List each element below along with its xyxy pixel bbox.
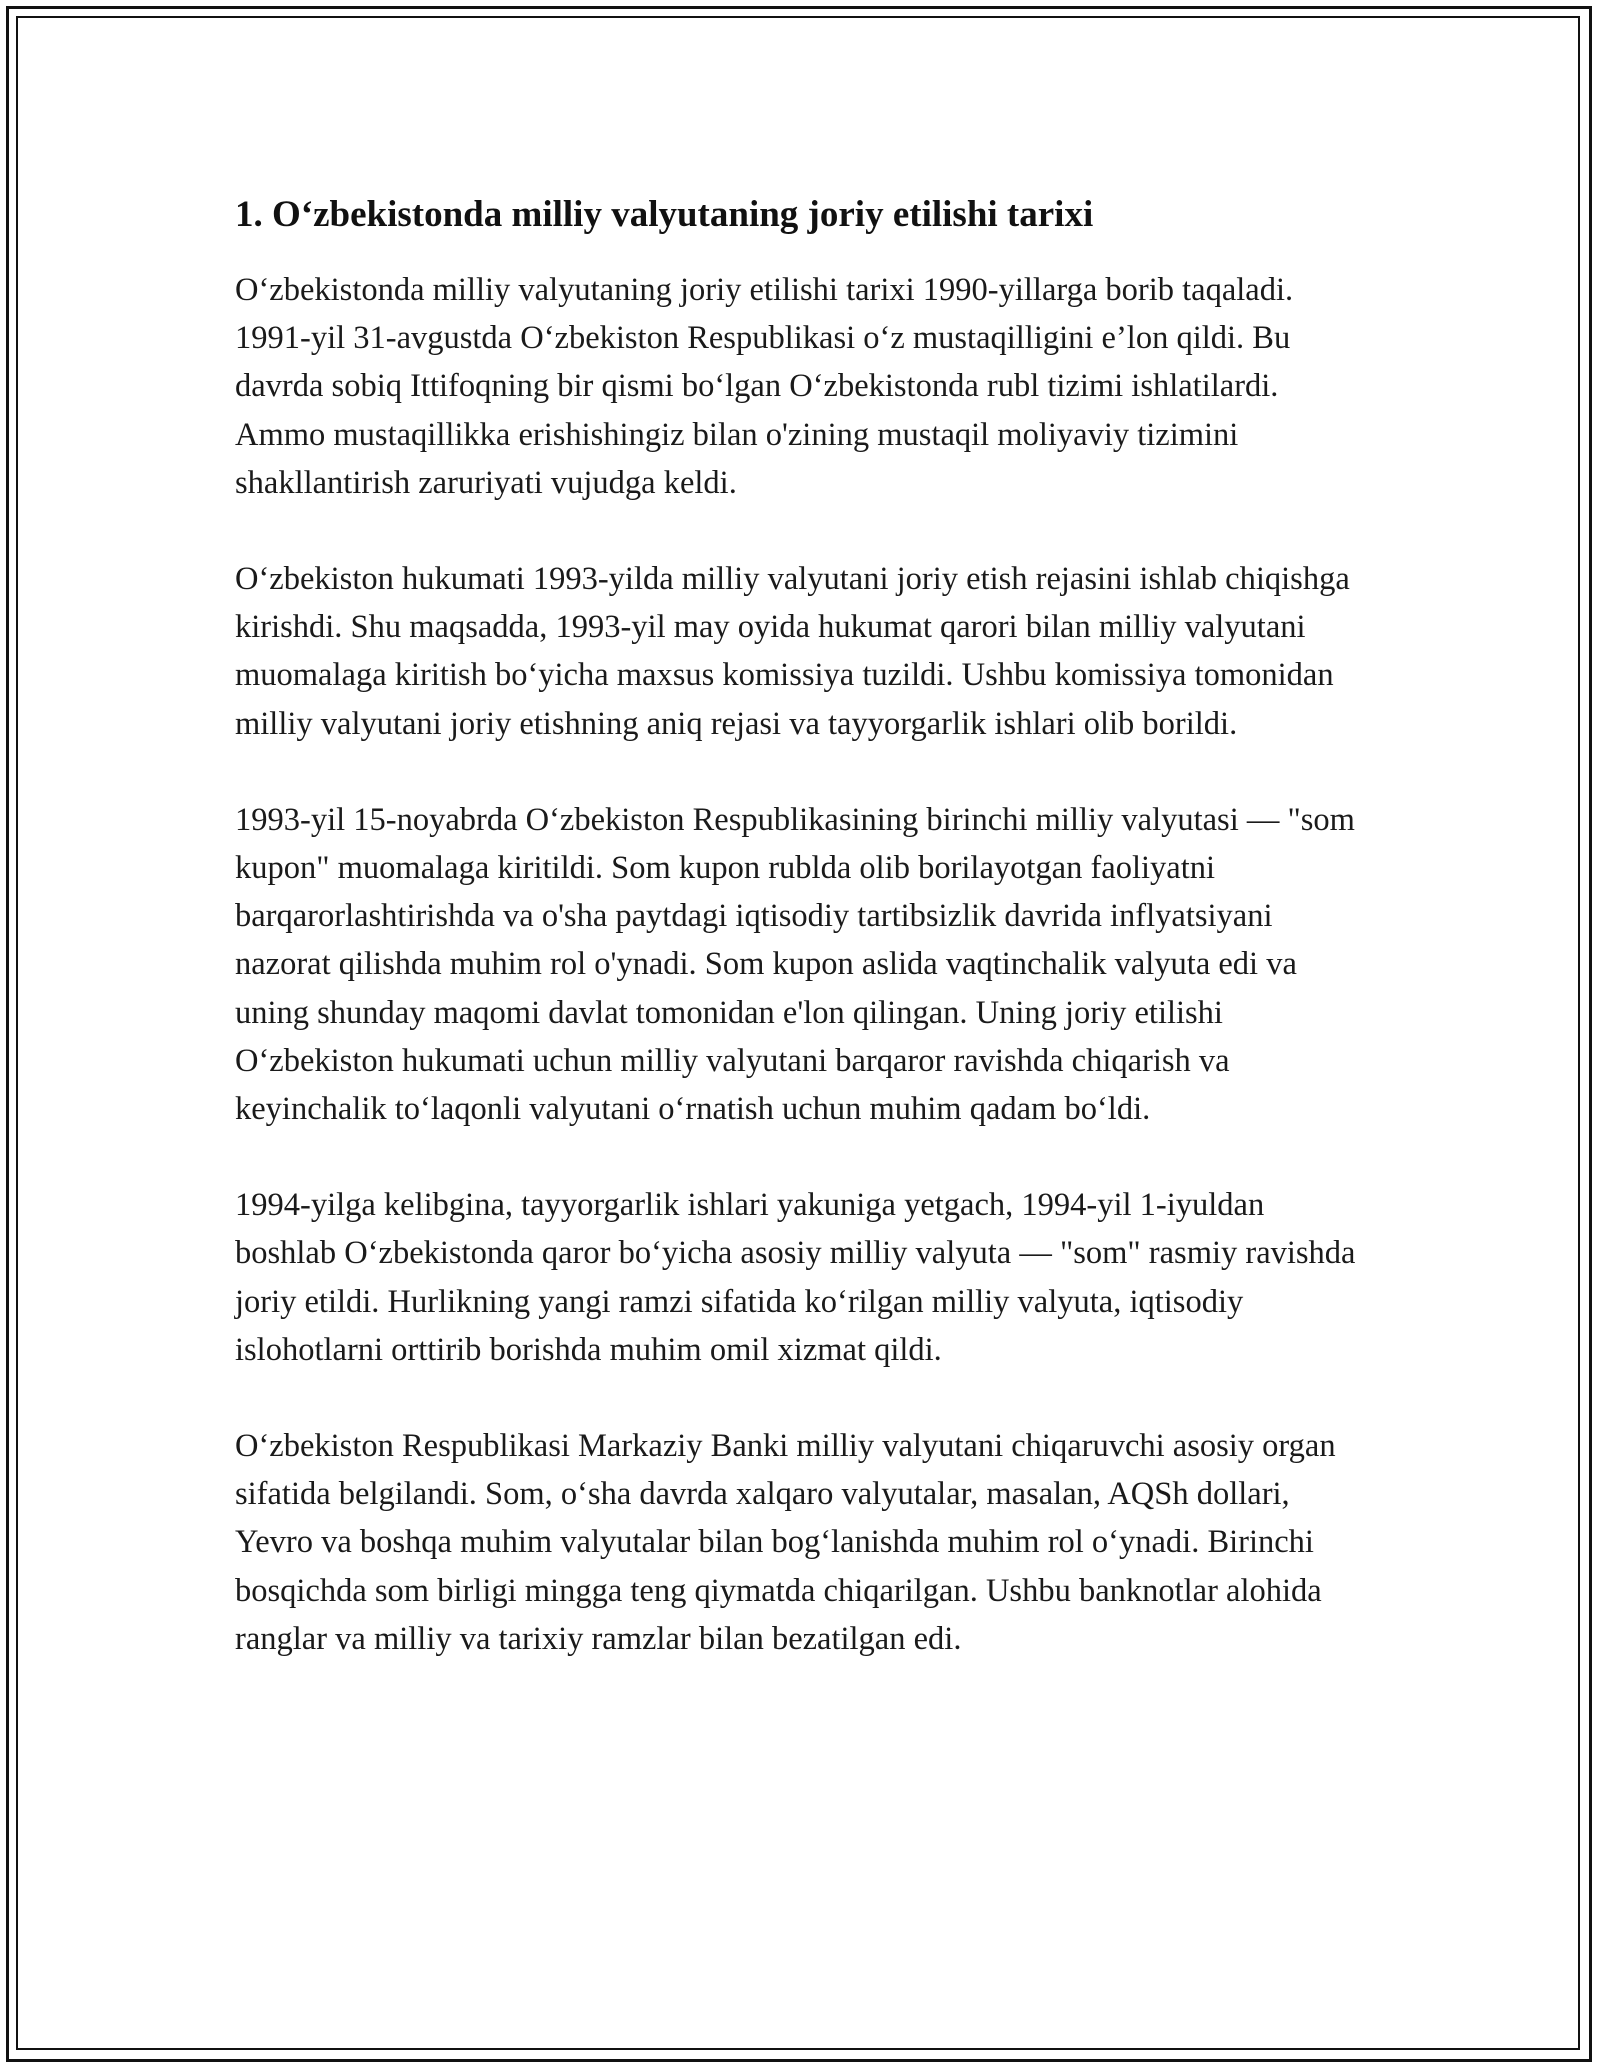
paragraph-3: 1993-yil 15-noyabrda O‘zbekiston Respublikasining birinchi milliy valyutasi — "som kupon" muomalaga kiritildi. Som kupon rublda olib borilayotgan faoliyatni barqarorlashtirishda va o'sha paytdagi iqtisodiy tartibsizlik davrida inflyatsiyani nazorat qilishda muhim rol o'ynadi. Som kupon aslida vaqtinchalik valyuta edi va uning shunday maqomi davlat tomonidan e'lon qilingan. Uning joriy etilishi O‘zbekiston hukumati uchun milliy valyutani barqaror ravishda chiqarish va keyinchalik to‘laqonli valyutani o‘rnatish uchun muhim qadam bo‘ldi. [235,801,1355,1128]
paragraph-1: O‘zbekistonda milliy valyutaning joriy etilishi tarixi 1990-yillarga borib taqaladi. 1991-yil 31-avgustda O‘zbekiston Respublikasi o‘z mustaqilligini e’lon qildi. Bu davrda sobiq Ittifoqning bir qismi bo‘lgan O‘zbekistonda rubl tizimi ishlatilardi. Ammo mustaqillikka erishishingiz bilan o'zining mustaqil moliyaviy tizimini shakllantirish zaruriyati vujudga keldi. [235,272,1294,501]
document-body [235,188,1370,1711]
paragraph-2: O‘zbekiston hukumati 1993-yilda milliy valyutani joriy etish rejasini ishlab chiqishga kirishdi. Shu maqsadda, 1993-yil may oyida hukumat qarori bilan milliy valyutani muomalaga kiritish bo‘yicha maxsus komissiya tuzildi. Ushbu komissiya tomonidan milliy valyutani joriy etishning aniq rejasi va tayyorgarlik ishlari olib borildi. [235,561,1350,742]
paragraph-4: 1994-yilga kelibgina, tayyorgarlik ishlari yakuniga yetgach, 1994-yil 1-iyuldan boshlab O‘zbekistonda qaror bo‘yicha asosiy milliy valyuta — "som" rasmiy ravishda joriy etildi. Hurlikning yangi ramzi sifatida ko‘rilgan milliy valyuta, iqtisodiy islohotlarni orttirib borishda muhim omil xizmat qildi. [235,1187,1356,1368]
section-heading: 1. O‘zbekistonda milliy valyutaning joriy etilishi tarixi [235,194,1094,235]
paragraph-5: O‘zbekiston Respublikasi Markaziy Banki milliy valyutani chiqaruvchi asosiy organ sifatida belgilandi. Som, o‘sha davrda xalqaro valyutalar, masalan, AQSh dollari, Yevro va boshqa muhim valyutalar bilan bog‘lanishda muhim rol o‘ynadi. Birinchi bosqichda som birligi mingga teng qiymatda chiqarilgan. Ushbu banknotlar alohida ranglar va milliy va tarixiy ramzlar bilan bezatilgan edi. [235,1428,1336,1657]
